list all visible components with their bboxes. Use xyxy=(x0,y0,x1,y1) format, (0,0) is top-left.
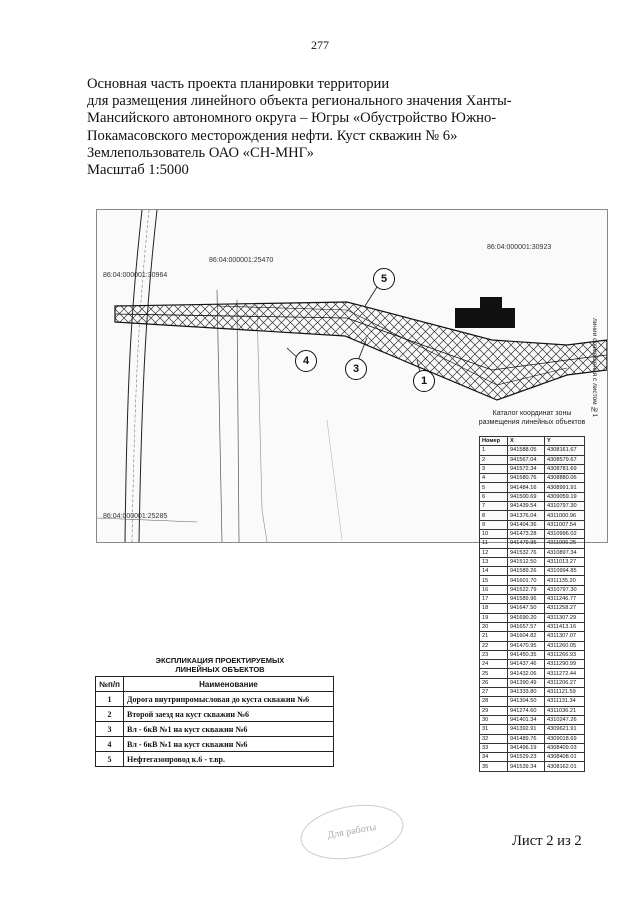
table-row xyxy=(480,669,585,678)
table-cell: 27 xyxy=(480,688,508,697)
table-cell: 941496.19 xyxy=(508,743,545,752)
table-cell: 10 xyxy=(480,529,508,538)
table-cell: 4308409.03 xyxy=(545,743,585,752)
table-row xyxy=(480,483,585,492)
scale-line: Масштаб 1:5000 xyxy=(87,162,189,179)
table-cell: 35 xyxy=(480,762,508,771)
table-cell: 941567.04 xyxy=(508,455,545,464)
table-cell: 941473.28 xyxy=(508,529,545,538)
table-cell: 4311258.27 xyxy=(545,604,585,613)
table-cell: 25 xyxy=(480,669,508,678)
table-row xyxy=(480,529,585,538)
table-cell: 1 xyxy=(96,692,124,707)
table-cell: 24 xyxy=(480,660,508,669)
table-row xyxy=(480,734,585,743)
table-row xyxy=(480,502,585,511)
table-row xyxy=(480,688,585,697)
existing-road xyxy=(139,210,157,542)
well-pad-block xyxy=(455,308,515,328)
table-row xyxy=(480,660,585,669)
table-row xyxy=(480,520,585,529)
table-row xyxy=(480,632,585,641)
table-row xyxy=(480,725,585,734)
table-cell: 17 xyxy=(480,595,508,604)
table-row xyxy=(480,613,585,622)
table-cell: 4308781.69 xyxy=(545,464,585,473)
explication-table xyxy=(95,676,334,767)
table-cell: 1 xyxy=(480,446,508,455)
parcel-boundary xyxy=(237,300,239,542)
table-row xyxy=(480,753,585,762)
table-cell: 941432.06 xyxy=(508,669,545,678)
sheet-label: Лист 2 из 2 xyxy=(512,833,582,849)
table-cell: 4311206.27 xyxy=(545,678,585,687)
table-cell: 941304.50 xyxy=(508,697,545,706)
table-cell: 941532.76 xyxy=(508,548,545,557)
coords-header-num: Номер xyxy=(480,437,508,446)
table-cell: 11 xyxy=(480,539,508,548)
table-row xyxy=(96,722,334,737)
table-cell: 941376.04 xyxy=(508,511,545,520)
table-cell: 941484.16 xyxy=(508,483,545,492)
coords-title: Каталог координат зоны размещения линейных объектов xyxy=(478,410,586,426)
table-cell: 33 xyxy=(480,743,508,752)
table-cell: 4311135.20 xyxy=(545,576,585,585)
table-row xyxy=(480,650,585,659)
table-cell: 941479.95 xyxy=(508,539,545,548)
table-row xyxy=(480,567,585,576)
table-cell: Вл - 6кВ №1 на куст скважин №6 xyxy=(124,722,334,737)
table-cell: 941522.79 xyxy=(508,585,545,594)
table-cell: 4309018.69 xyxy=(545,734,585,743)
table-row xyxy=(480,743,585,752)
table-cell: 12 xyxy=(480,548,508,557)
table-cell: 4308579.67 xyxy=(545,455,585,464)
table-cell: 16 xyxy=(480,585,508,594)
title-line: Покамасовского месторождения нефти. Куст скважин № 6» xyxy=(87,127,458,144)
table-cell: 941489.76 xyxy=(508,734,545,743)
table-cell: 941589.26 xyxy=(508,567,545,576)
table-cell: 34 xyxy=(480,753,508,762)
table-row xyxy=(480,492,585,501)
existing-road xyxy=(125,210,142,542)
table-cell: 4311246.77 xyxy=(545,595,585,604)
table-cell: 941392.91 xyxy=(508,725,545,734)
expl-header-name: Наименование xyxy=(124,677,334,692)
table-cell: 21 xyxy=(480,632,508,641)
table-cell: 3 xyxy=(96,722,124,737)
table-row xyxy=(480,576,585,585)
explication-title: ЭКСПЛИКАЦИЯ ПРОЕКТИРУЕМЫХ ЛИНЕЙНЫХ ОБЪЕКТОВ xyxy=(155,656,285,674)
table-cell: 4311413.16 xyxy=(545,622,585,631)
table-cell: 2 xyxy=(96,707,124,722)
table-row xyxy=(480,706,585,715)
well-pad-block xyxy=(480,297,502,309)
table-cell: 941390.49 xyxy=(508,678,545,687)
coords-table xyxy=(479,436,585,772)
table-cell: 941589.96 xyxy=(508,595,545,604)
page-number: 277 xyxy=(311,38,329,52)
parcel-boundary xyxy=(257,305,267,542)
table-cell: 941404.36 xyxy=(508,520,545,529)
table-cell: 7 xyxy=(480,502,508,511)
parcel-boundary xyxy=(327,420,342,540)
table-row xyxy=(480,604,585,613)
table-cell: 4310797.30 xyxy=(545,585,585,594)
table-cell: 4311131.34 xyxy=(545,697,585,706)
table-cell: 4311260.05 xyxy=(545,641,585,650)
table-cell: 4311000.96 xyxy=(545,511,585,520)
table-cell: 4 xyxy=(96,737,124,752)
table-cell: Второй заезд на куст скважин №6 xyxy=(124,707,334,722)
table-cell: 4311307.07 xyxy=(545,632,585,641)
table-cell: 941450.35 xyxy=(508,650,545,659)
table-cell: 14 xyxy=(480,567,508,576)
table-cell: 4308880.06 xyxy=(545,474,585,483)
table-row xyxy=(480,641,585,650)
approval-stamp: Для работы xyxy=(296,797,407,866)
table-row xyxy=(480,511,585,520)
table-row xyxy=(480,548,585,557)
table-cell: 941500.69 xyxy=(508,492,545,501)
table-cell: 4310994.85 xyxy=(545,567,585,576)
table-cell: 941529.23 xyxy=(508,753,545,762)
table-cell: 4311036.21 xyxy=(545,706,585,715)
coords-header-y: Y xyxy=(545,437,585,446)
table-cell: 4311013.27 xyxy=(545,557,585,566)
table-cell: 15 xyxy=(480,576,508,585)
table-cell: 4311266.93 xyxy=(545,650,585,659)
parcel-label: 86:04:000001:30964 xyxy=(103,272,168,279)
parcel-label: 86:04:000001:25470 xyxy=(209,257,274,264)
expl-header-num: №п/п xyxy=(96,677,124,692)
table-row xyxy=(480,474,585,483)
table-row xyxy=(480,595,585,604)
table-cell: 4308408.01 xyxy=(545,753,585,762)
table-cell: 4308161.67 xyxy=(545,446,585,455)
table-row xyxy=(96,752,334,767)
table-row xyxy=(480,678,585,687)
table-row xyxy=(480,715,585,724)
table-cell: 8 xyxy=(480,511,508,520)
table-cell: 941539.34 xyxy=(508,762,545,771)
callout-1: 1 xyxy=(413,370,435,392)
table-row xyxy=(480,622,585,631)
table-row xyxy=(96,737,334,752)
title-line: Мансийского автономного округа – Югры «Обустройство Южно- xyxy=(87,110,497,127)
table-cell: Дорога внутрипромысловая до куста скважин №6 xyxy=(124,692,334,707)
table-cell: 941604.82 xyxy=(508,632,545,641)
table-cell: 4311290.99 xyxy=(545,660,585,669)
table-cell: 4311007.54 xyxy=(545,520,585,529)
table-cell: 20 xyxy=(480,622,508,631)
table-row xyxy=(480,557,585,566)
title-line: для размещения линейного объекта регионального значения Ханты- xyxy=(87,93,512,110)
table-cell: Нефтегазопровод к.6 - т.вр. xyxy=(124,752,334,767)
table-cell: 30 xyxy=(480,715,508,724)
table-cell: 32 xyxy=(480,734,508,743)
table-cell: 3 xyxy=(480,464,508,473)
table-cell: 29 xyxy=(480,706,508,715)
table-cell: 941588.05 xyxy=(508,446,545,455)
table-cell: 941690.20 xyxy=(508,613,545,622)
table-cell: 31 xyxy=(480,725,508,734)
table-cell: 4311307.29 xyxy=(545,613,585,622)
table-cell: Вл - 6кВ №1 на куст скважин №6 xyxy=(124,737,334,752)
table-row xyxy=(480,762,585,771)
table-cell: 4308991.91 xyxy=(545,483,585,492)
table-cell: 22 xyxy=(480,641,508,650)
title-block xyxy=(87,76,557,179)
table-row xyxy=(480,464,585,473)
table-cell: 941401.34 xyxy=(508,715,545,724)
table-row xyxy=(480,539,585,548)
table-cell: 941470.95 xyxy=(508,641,545,650)
table-cell: 23 xyxy=(480,650,508,659)
title-line: Основная часть проекта планировки территории xyxy=(87,76,390,92)
table-cell: 941657.57 xyxy=(508,622,545,631)
table-cell: 4310247.26 xyxy=(545,715,585,724)
table-cell: 941512.50 xyxy=(508,557,545,566)
table-cell: 19 xyxy=(480,613,508,622)
table-cell: 941572.34 xyxy=(508,464,545,473)
table-cell: 5 xyxy=(96,752,124,767)
table-cell: 4311006.25 xyxy=(545,539,585,548)
table-cell: 18 xyxy=(480,604,508,613)
callout-4: 4 xyxy=(295,350,317,372)
table-cell: 4308162.01 xyxy=(545,762,585,771)
table-cell: 26 xyxy=(480,678,508,687)
table-row xyxy=(480,585,585,594)
table-cell: 941274.60 xyxy=(508,706,545,715)
land-user-line: Землепользователь ОАО «СН-МНГ» xyxy=(87,144,314,161)
table-cell: 941439.54 xyxy=(508,502,545,511)
table-cell: 4310996.02 xyxy=(545,529,585,538)
parcel-label: 86:04:000001:25285 xyxy=(103,513,168,520)
table-cell: 4310797.30 xyxy=(545,502,585,511)
table-row xyxy=(96,692,334,707)
table-cell: 4310897.34 xyxy=(545,548,585,557)
table-cell: 5 xyxy=(480,483,508,492)
table-cell: 6 xyxy=(480,492,508,501)
table-cell: 941580.76 xyxy=(508,474,545,483)
table-cell: 9 xyxy=(480,520,508,529)
table-cell: 941437.46 xyxy=(508,660,545,669)
coords-header-x: X xyxy=(508,437,545,446)
table-cell: 28 xyxy=(480,697,508,706)
table-cell: 2 xyxy=(480,455,508,464)
table-cell: 13 xyxy=(480,557,508,566)
table-row xyxy=(480,446,585,455)
table-cell: 941647.50 xyxy=(508,604,545,613)
table-cell: 4311121.59 xyxy=(545,688,585,697)
table-cell: 4309621.91 xyxy=(545,725,585,734)
callout-5: 5 xyxy=(373,268,395,290)
callout-3: 3 xyxy=(345,358,367,380)
table-cell: 4 xyxy=(480,474,508,483)
table-cell: 4311272.44 xyxy=(545,669,585,678)
table-cell: 941333.80 xyxy=(508,688,545,697)
match-line-note: линии совмещения с листом №1 xyxy=(591,318,598,418)
table-row xyxy=(96,707,334,722)
table-row xyxy=(480,697,585,706)
table-row xyxy=(480,455,585,464)
table-cell: 941601.70 xyxy=(508,576,545,585)
table-cell: 4309059.19 xyxy=(545,492,585,501)
parcel-label: 86:04:000001:30923 xyxy=(487,244,552,251)
